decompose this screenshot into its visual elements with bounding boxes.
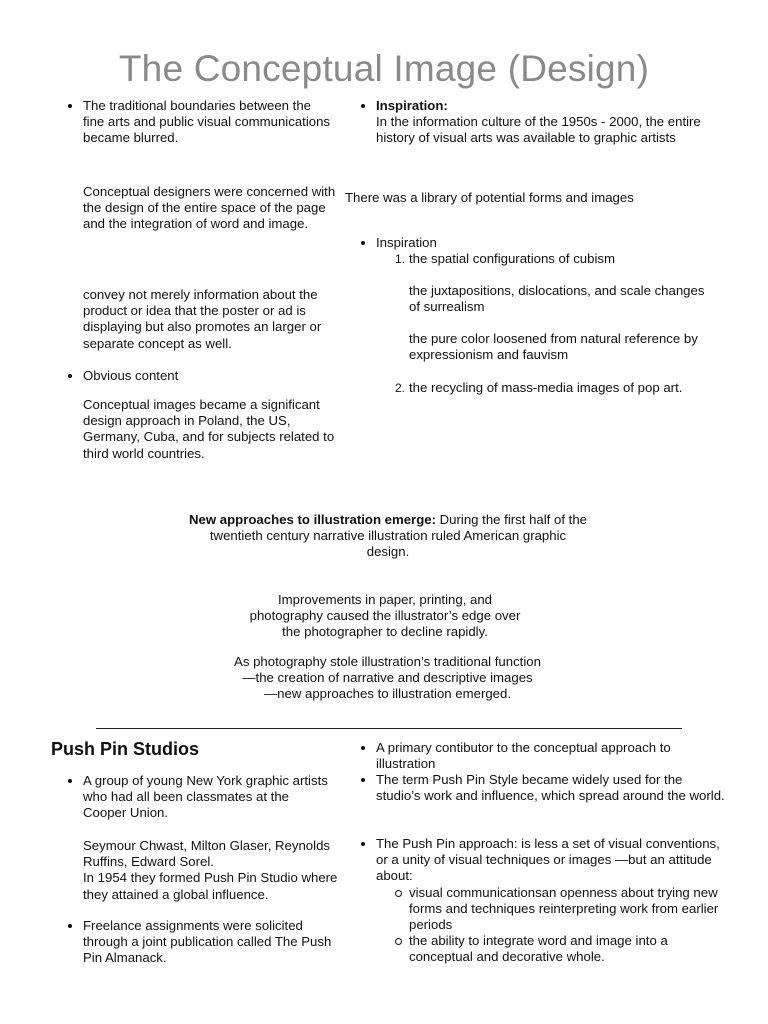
numbered-marker-1: 1. bbox=[395, 252, 406, 266]
horizontal-divider bbox=[96, 728, 682, 729]
expressionism-text: the pure color loosened from natural reference by expressionism and fauvism bbox=[409, 331, 698, 363]
founded-text: In 1954 they formed Push Pin Studio where they attained a global influence. bbox=[83, 870, 338, 902]
founders-text bbox=[83, 838, 343, 903]
new-approaches-text: During the first half of the twentieth century narrative illustration ruled American graphic design. bbox=[209, 512, 587, 560]
boundaries-bullet: The traditional boundaries between the fine arts and public visual communications became blurred. bbox=[83, 98, 333, 147]
founders-names: Seymour Chwast, Milton Glaser, Reynolds Ruffins, Edward Sorel. bbox=[83, 838, 330, 870]
photography-line-3: —new approaches to illustration emerged. bbox=[263, 686, 512, 702]
conceptual-designers-text: Conceptual designers were concerned with the design of the entire space of the page and the integration of word and image. bbox=[83, 184, 336, 232]
freelance-bullet: Freelance assignments were solicited through a joint publication called The Push Pin Almanack. bbox=[83, 918, 332, 966]
new-approaches-paragraph bbox=[188, 512, 588, 561]
library-text: There was a library of potential forms and images bbox=[345, 190, 634, 205]
push-pin-style-bullet: The term Push Pin Style became widely used for the studio’s work and influence, which spread around the world. bbox=[376, 772, 725, 804]
numbered-item-2 bbox=[395, 380, 739, 396]
photography-line-1: As photography stole illustration’s traditional function bbox=[234, 654, 541, 669]
push-pin-heading: Push Pin Studios bbox=[51, 739, 200, 759]
inspiration-label: Inspiration: bbox=[376, 98, 448, 113]
inspiration-text: In the information culture of the 1950s - 2000, the entire history of visual arts was available to graphic artists bbox=[376, 114, 701, 146]
numbered-item-2-text: the recycling of mass-media images of pop art. bbox=[409, 380, 683, 395]
new-approaches-heading: New approaches to illustration emerge: bbox=[189, 512, 436, 527]
conceptual-images-text: Conceptual images became a significant design approach in Poland, the US, Germany, Cuba, and for subjects related to third world countries. bbox=[83, 397, 335, 461]
improvements-paragraph: Improvements in paper, printing, and photography caused the illustrator’s edge over the photographer to decline rapidly. bbox=[249, 592, 521, 640]
surrealism-text: the juxtapositions, dislocations, and scale changes of surrealism bbox=[409, 283, 705, 315]
numbered-item-1-text: the spatial configurations of cubism bbox=[409, 251, 615, 266]
approach-bullet: The Push Pin approach: is less a set of visual conventions, or a unity of visual techniques or images —but an attitude about: bbox=[376, 836, 731, 885]
contributor-bullet: A primary contibutor to the conceptual approach to illustration bbox=[376, 740, 726, 772]
photography-line-2: —the creation of narrative and descriptive images bbox=[242, 670, 533, 686]
photography-paragraph bbox=[150, 654, 625, 703]
page-title: The Conceptual Image (Design) bbox=[118, 48, 650, 89]
inspiration-bullet bbox=[376, 98, 721, 147]
numbered-marker-2: 2. bbox=[395, 381, 406, 395]
obvious-content-bullet: Obvious content bbox=[83, 368, 333, 384]
group-bullet: A group of young New York graphic artists who had all been classmates at the Cooper Union. bbox=[83, 773, 333, 822]
inspiration-2-bullet: Inspiration bbox=[376, 235, 676, 251]
word-image-subbullet: the ability to integrate word and image into a conceptual and decorative whole. bbox=[409, 933, 709, 965]
numbered-item-1 bbox=[395, 251, 729, 267]
openness-subbullet: visual communicationsan openness about trying new forms and techniques reinterpreting work from earlier periods bbox=[409, 885, 729, 934]
convey-text: convey not merely information about the product or idea that the poster or ad is displaying but also promotes an larger or separate concept as well. bbox=[83, 287, 322, 351]
